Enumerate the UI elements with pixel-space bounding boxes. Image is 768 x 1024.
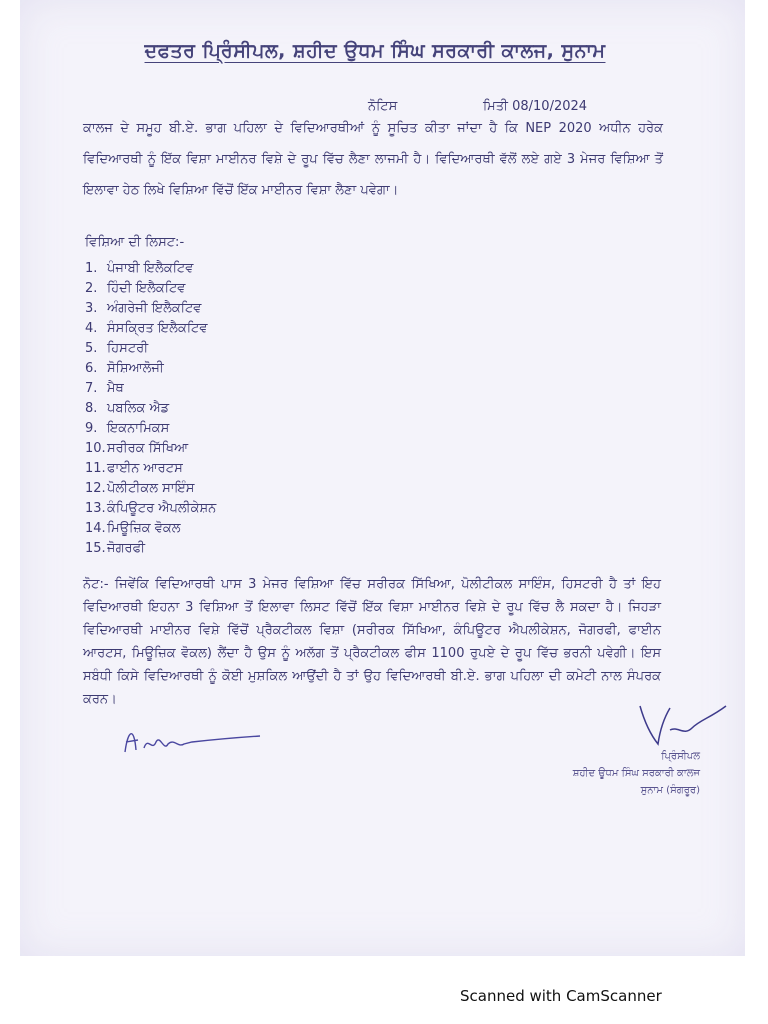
subject-item (85, 539, 216, 559)
subject-name: ਜੋਗਰਫੀ (107, 541, 145, 556)
stamp-college: ਸ਼ਹੀਦ ਊਧਮ ਸਿੰਘ ਸਰਕਾਰੀ ਕਾਲਜ (572, 768, 700, 779)
principal-signature-icon (630, 700, 730, 754)
subject-name: ਇਕਨਾਮਿਕਸ (107, 421, 170, 436)
principal-stamp (540, 748, 700, 799)
subject-number: 15. (85, 541, 106, 556)
subject-item (85, 359, 216, 379)
subject-number: 11. (85, 461, 106, 476)
subject-name: ਪੰਜਾਬੀ ਇਲੈਕਟਿਵ (107, 261, 194, 276)
subject-list-heading: ਵਿਸ਼ਿਆ ਦੀ ਲਿਸਟ:- (85, 235, 185, 250)
scanner-watermark: Scanned with CamScanner (460, 987, 662, 1005)
subject-item (85, 439, 216, 459)
subject-number: 12. (85, 481, 106, 496)
subject-name: ਸਰੀਰਕ ਸਿੱਖਿਆ (107, 441, 189, 456)
subject-number: 2. (85, 281, 98, 296)
subject-number: 9. (85, 421, 98, 436)
subject-item (85, 399, 216, 419)
subject-name: ਅੰਗਰੇਜੀ ਇਲੈਕਟਿਵ (107, 301, 202, 316)
subject-item (85, 519, 216, 539)
subject-item (85, 279, 216, 299)
subject-name: ਮਿਊਜ਼ਿਕ ਵੋਕਲ (107, 521, 181, 536)
subject-number: 1. (85, 261, 98, 276)
subject-number: 8. (85, 401, 98, 416)
subject-item (85, 259, 216, 279)
subject-number: 5. (85, 341, 98, 356)
subject-name: ਫਾਈਨ ਆਰਟਸ (107, 461, 183, 476)
subject-name: ਸੋਸ਼ਿਆਲੋਜੀ (107, 361, 164, 376)
subject-number: 3. (85, 301, 98, 316)
subject-item (85, 459, 216, 479)
subject-item (85, 319, 216, 339)
subject-number: 10. (85, 441, 106, 456)
subject-number: 7. (85, 381, 98, 396)
subject-list (85, 259, 216, 559)
subject-name: ਸੰਸਕ੍ਰਿਤ ਇਲੈਕਟਿਵ (107, 321, 208, 336)
subject-item (85, 419, 216, 439)
stamp-location: ਸੁਨਾਮ (ਸੰਗਰੂਰ) (640, 785, 700, 796)
subject-number: 13. (85, 501, 106, 516)
subject-number: 4. (85, 321, 98, 336)
subject-name: ਪੋਲੀਟੀਕਲ ਸਾਇੰਸ (107, 481, 195, 496)
left-signature-icon (120, 722, 270, 766)
subject-item (85, 479, 216, 499)
subject-item (85, 339, 216, 359)
office-header: ਦਫਤਰ ਪ੍ਰਿੰਸੀਪਲ, ਸ਼ਹੀਦ ਉਧਮ ਸਿੰਘ ਸਰਕਾਰੀ ਕਾਲਜ, ਸੁਨਾਮ (144, 40, 606, 62)
subject-number: 6. (85, 361, 98, 376)
intro-paragraph: ਕਾਲਜ ਦੇ ਸਮੂਹ ਬੀ.ਏ. ਭਾਗ ਪਹਿਲਾ ਦੇ ਵਿਦਿਆਰਥੀਆਂ ਨੂੰ ਸੂਚਿਤ ਕੀਤਾ ਜਾਂਦਾ ਹੈ ਕਿ NEP 2020 ਅਧੀਨ ਹਰੇਕ ਵਿਦਿਆਰਥੀ ਨੂੰ ਇੱਕ ਵਿਸ਼ਾ ਮਾਈਨਰ ਵਿਸ਼ੇ ਦੇ ਰੂਪ ਵਿੱਚ ਲੈਣਾ ਲਾਜਮੀ ਹੈ। ਵਿਦਿਆਰਥੀ ਵੱਲੋਂ ਲਏ ਗਏ 3 ਮੇਜਰ ਵਿਸ਼ਿਆ ਤੋਂ ਇਲਾਵਾ ਹੇਠ ਲਿਖੇ ਵਿਸ਼ਿਆ ਵਿੱਚੋਂ ਇੱਕ ਮਾਈਨਰ ਵਿਸ਼ਾ ਲੈਣਾ ਪਵੇਗਾ। (83, 121, 663, 198)
subject-number: 14. (85, 521, 106, 536)
subject-name: ਮੈਥ (107, 381, 124, 396)
subject-item (85, 379, 216, 399)
subject-name: ਹਿਸਟਰੀ (107, 341, 149, 356)
notice-date: ਮਿਤੀ 08/10/2024 (483, 99, 588, 114)
subject-item (85, 499, 216, 519)
subject-item (85, 299, 216, 319)
subject-name: ਹਿੰਦੀ ਇਲੈਕਟਿਵ (107, 281, 186, 296)
subject-name: ਕੰਪਿਊਟਰ ਐਪਲੀਕੇਸ਼ਨ (107, 501, 217, 516)
note-paragraph: ਨੋਟ:- ਜਿਵੇਂਕਿ ਵਿਦਿਆਰਥੀ ਪਾਸ 3 ਮੇਜਰ ਵਿਸ਼ਿਆ ਵਿੱਚ ਸਰੀਰਕ ਸਿੱਖਿਆ, ਪੋਲੀਟੀਕਲ ਸਾਇੰਸ, ਹਿਸਟਰੀ ਹੈ ਤਾਂ ਇਹ ਵਿਦਿਆਰਥੀ ਇਹਨਾ 3 ਵਿਸ਼ਿਆ ਤੋਂ ਇਲਾਵਾ ਲਿਸਟ ਵਿੱਚੋਂ ਇੱਕ ਵਿਸ਼ਾ ਮਾਈਨਰ ਵਿਸ਼ੇ ਦੇ ਰੂਪ ਵਿੱਚ ਲੈ ਸਕਦਾ ਹੈ। ਜਿਹੜਾ ਵਿਦਿਆਰਥੀ ਮਾਈਨਰ ਵਿਸ਼ੇ ਵਿੱਚੋਂ ਪ੍ਰੈਕਟੀਕਲ ਵਿਸ਼ਾ (ਸਰੀਰਕ ਸਿੱਖਿਆ, ਕੰਪਿਊਟਰ ਐਪਲੀਕੇਸ਼ਨ, ਜੋਗਰਫੀ, ਫਾਈਨ ਆਰਟਸ, ਮਿਊਜ਼ਿਕ ਵੋਕਲ) ਲੈਂਦਾ ਹੈ ਉਸ ਨੂੰ ਅਲੱਗ ਤੋਂ ਪ੍ਰੈਕਟੀਕਲ ਫੀਸ 1100 ਰੁਪਏ ਦੇ ਰੂਪ ਵਿੱਚ ਭਰਨੀ ਪਵੇਗੀ। ਇਸ ਸਬੰਧੀ ਕਿਸੇ ਵਿਦਿਆਰਥੀ ਨੂੰ ਕੋਈ ਮੁਸ਼ਕਿਲ ਆਉਂਦੀ ਹੈ ਤਾਂ ਉਹ ਵਿਦਿਆਰਥੀ ਬੀ.ਏ. ਭਾਗ ਪਹਿਲਾ ਦੀ ਕਮੇਟੀ ਨਾਲ ਸੰਪਰਕ ਕਰਨ। (83, 577, 661, 707)
subject-name: ਪਬਲਿਕ ਐਡ (107, 401, 170, 416)
notice-title: ਨੋਟਿਸ (368, 99, 398, 114)
stamp-designation: ਪ੍ਰਿੰਸੀਪਲ (661, 751, 700, 762)
